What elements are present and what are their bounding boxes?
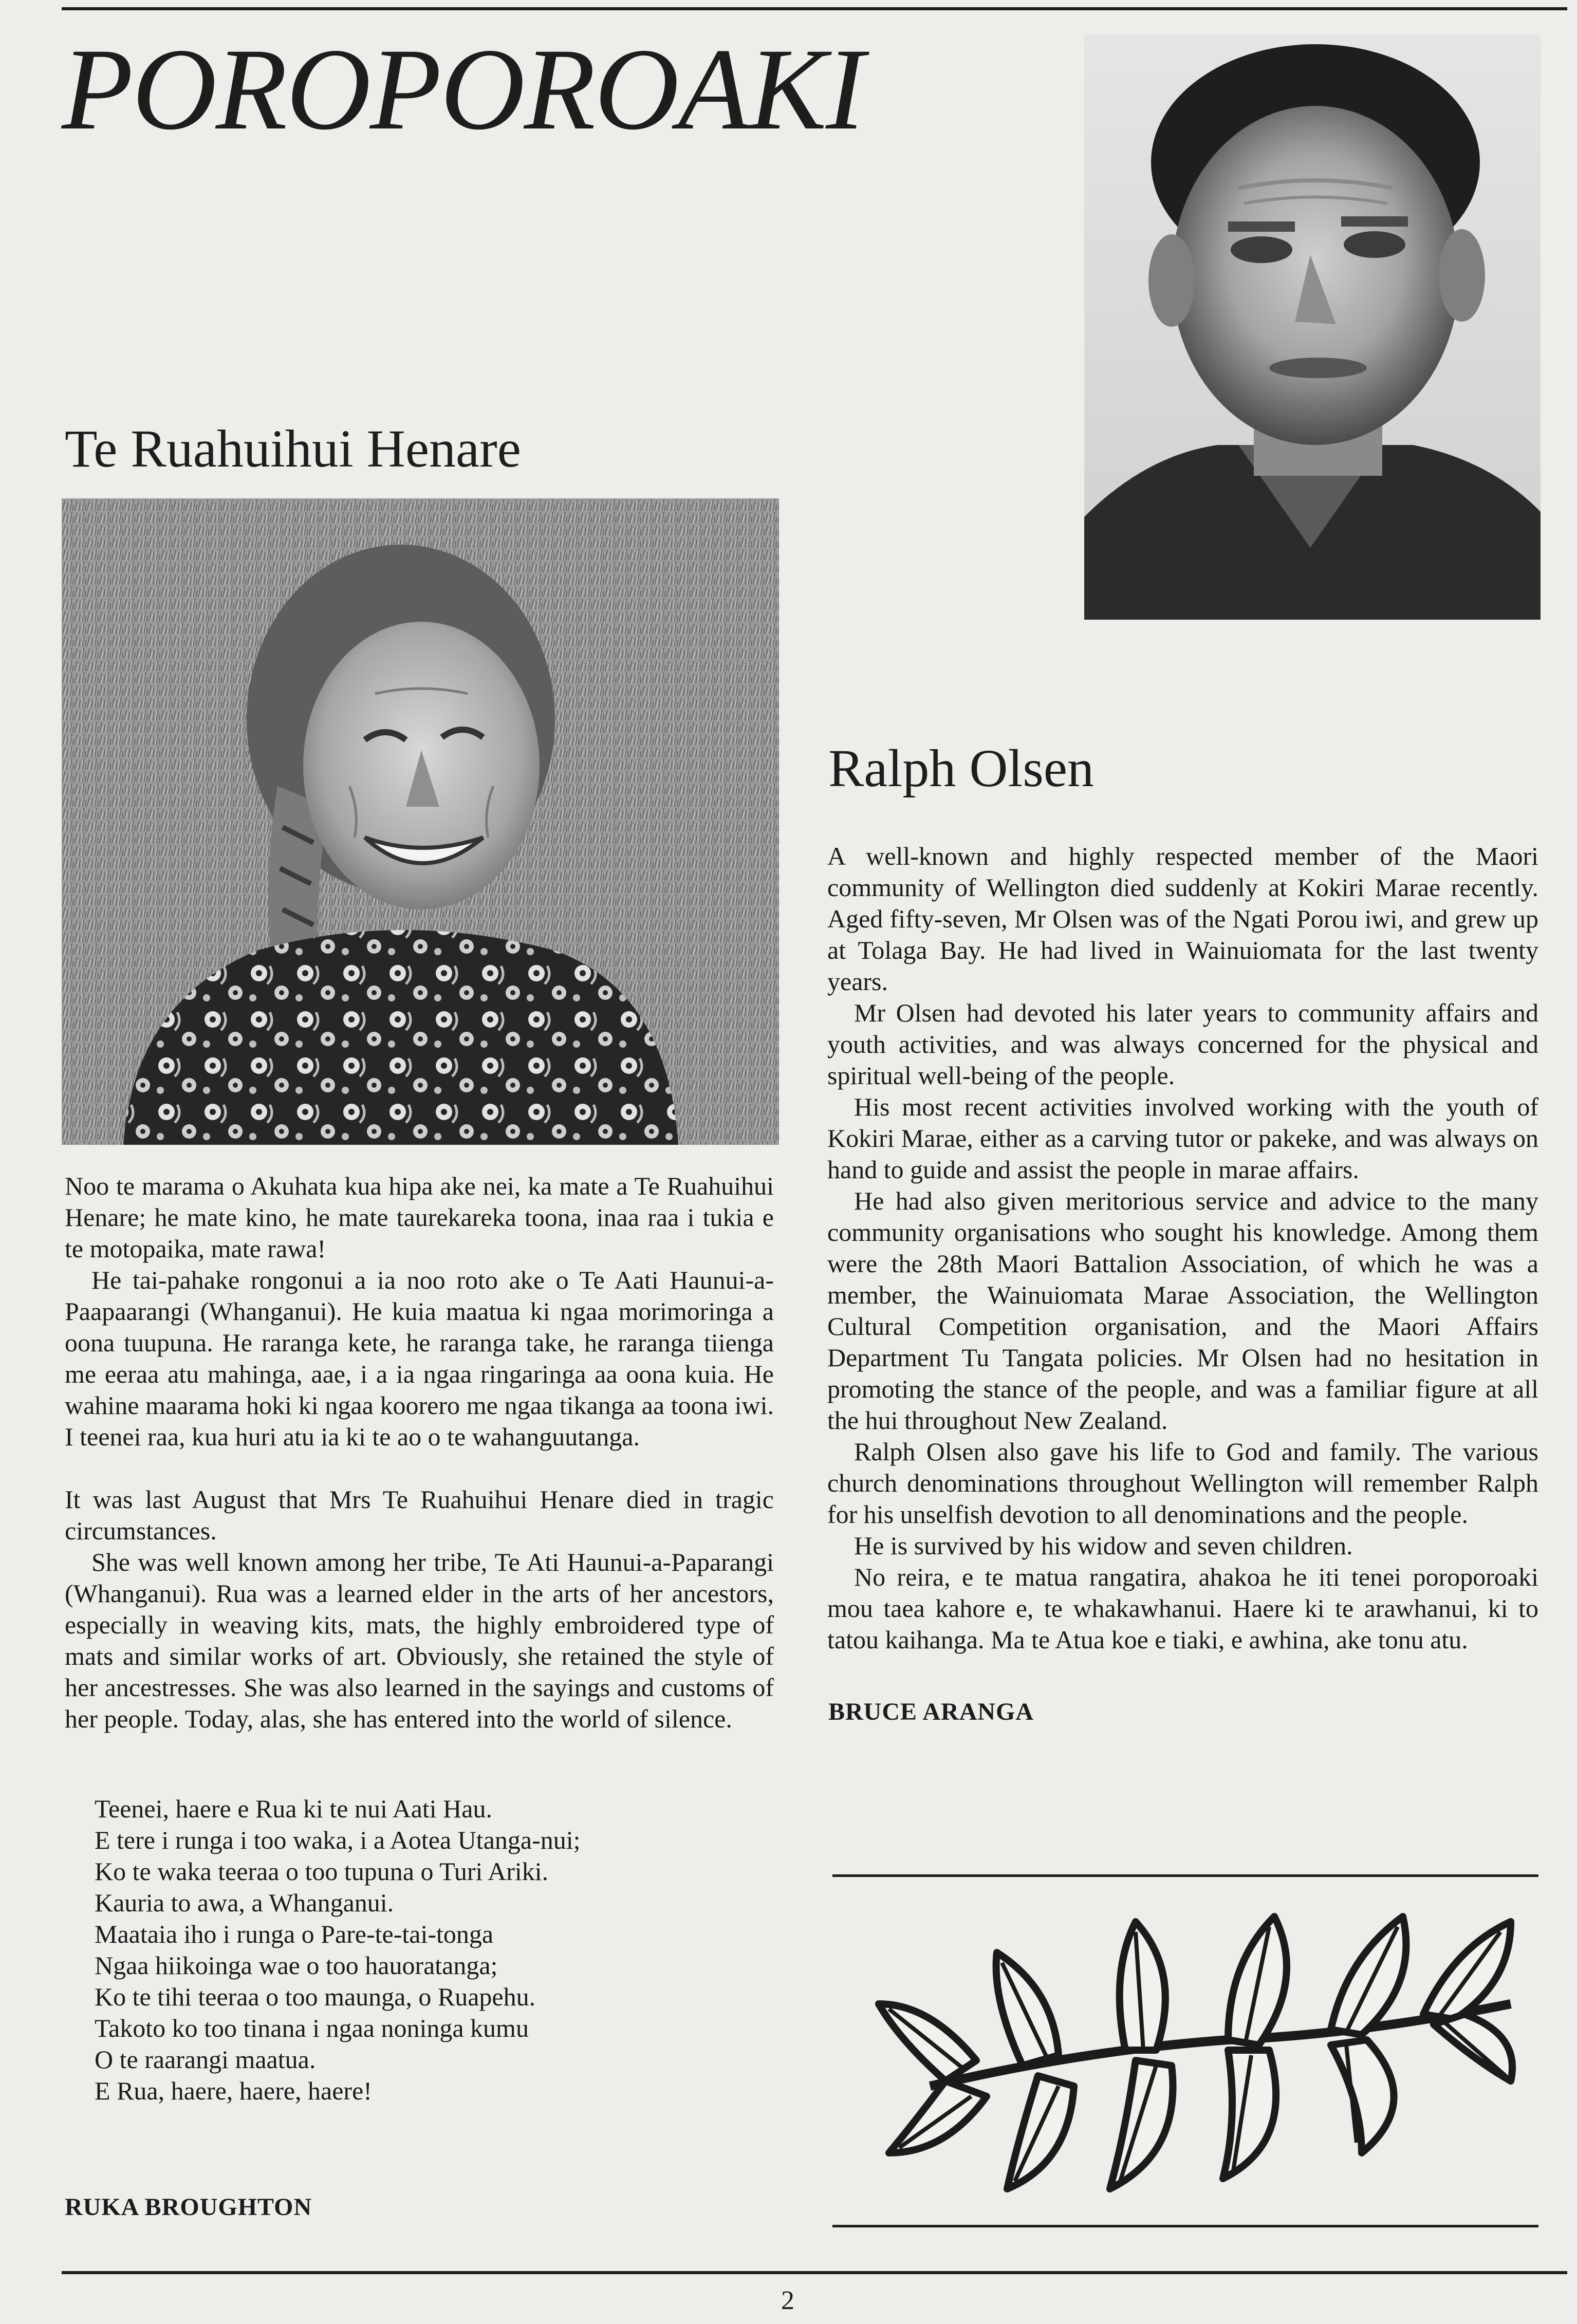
byline-ruka-broughton: RUKA BROUGHTON bbox=[65, 2193, 312, 2221]
olsen-paragraph: Mr Olsen had devoted his later years to community affairs and youth activities, and was always concerned for the physical and spiritual well-being of the people. bbox=[827, 998, 1538, 1090]
olsen-paragraph: A well-known and highly respected member of the Maori community of Wellington died suddenly at Kokiri Marae recently. Aged fifty-seven, Mr Olsen was of the Ngati Porou iwi, and grew up at Tolaga Bay. He had lived in Wainuiomata for the last twenty years. bbox=[827, 842, 1538, 996]
olsen-paragraph: Ralph Olsen also gave his life to God and family. The various church denominations throughout Wellington will remember Ralph for his unselfish devotion to all denominations and the people. bbox=[827, 1437, 1538, 1529]
poem-line: E Rua, haere, haere, haere! bbox=[95, 2076, 372, 2105]
page-number: 2 bbox=[781, 2286, 794, 2315]
olsen-article-text bbox=[827, 841, 1538, 1656]
henare-article-text bbox=[65, 1170, 774, 1735]
ornament-bottom-rule bbox=[832, 2225, 1538, 2227]
poem-line: Kauria to awa, a Whanganui. bbox=[95, 1888, 394, 1917]
article-heading-henare: Te Ruahuihui Henare bbox=[65, 419, 521, 478]
poem-line: Teenei, haere e Rua ki te nui Aati Hau. bbox=[95, 1794, 492, 1823]
byline-bruce-aranga: BRUCE ARANGA bbox=[828, 1698, 1034, 1725]
portrait-elderly-woman-photo bbox=[62, 498, 779, 1145]
poem bbox=[95, 1793, 581, 2107]
english-paragraph: It was last August that Mrs Te Ruahuihui Henare died in tragic circumstances. bbox=[65, 1485, 774, 1545]
olsen-paragraph: He had also given meritorious service and advice to the many community organisations who sought his knowledge. Among them were the 28th Maori Battalion Association, of which he was a member, the Wainuiomata Marae Association, the Wellington Cultural Competition organisation, and the Maori Affairs Department Tu Tangata policies. Mr Olsen had no hesitation in promoting the stance of the people, and was a familiar figure at all the hui throughout New Zealand. bbox=[827, 1186, 1538, 1435]
poem-line: Takoto ko too tinana i ngaa noninga kumu bbox=[95, 2014, 529, 2042]
olsen-paragraph: No reira, e te matua rangatira, ahakoa he iti tenei poroporoaki mou taea kahore e, te whakawhanui. Haere ki te arawhanui, ki to tatou kaihanga. Ma te Atua koe e tiaki, e awhina, ake tonu atu. bbox=[827, 1563, 1538, 1654]
page-title: POROPOROAKI bbox=[62, 25, 864, 154]
ornament-top-rule bbox=[832, 1874, 1538, 1877]
poem-line: Ko te waka teeraa o too tupuna o Turi Ariki. bbox=[95, 1857, 549, 1886]
leafy-branch-icon bbox=[868, 1886, 1536, 2215]
poem-line: Ko te tihi teeraa o too maunga, o Ruapehu. bbox=[95, 1982, 536, 2011]
olsen-paragraph: He is survived by his widow and seven children. bbox=[854, 1531, 1353, 1560]
maori-paragraph: Noo te marama o Akuhata kua hipa ake nei, ka mate a Te Ruahuihui Henare; he mate kino, he mate taurekareka toona, inaa raa i tukia e te motopaika, mate rawa! bbox=[65, 1172, 774, 1263]
portrait-man-photo bbox=[1084, 34, 1541, 620]
poem-line: Ngaa hiikoinga wae o too hauoratanga; bbox=[95, 1951, 498, 1980]
english-paragraph: She was well known among her tribe, Te Ati Haunui-a-Paparangi (Whanganui). Rua was a learned elder in the arts of her ancestors, especially in weaving kits, mats, the highly embroidered type of mats and similar works of art. Obviously, she retained the style of her ancestresses. She was also learned in the sayings and customs of her people. Today, alas, she has entered into the world of silence. bbox=[65, 1548, 774, 1733]
poem-line: E tere i runga i too waka, i a Aotea Utanga-nui; bbox=[95, 1826, 581, 1854]
bottom-rule bbox=[62, 2271, 1567, 2274]
olsen-paragraph: His most recent activities involved working with the youth of Kokiri Marae, either as a carving tutor or pakeke, and was always on hand to guide and assist the people in marae affairs. bbox=[827, 1092, 1538, 1184]
maori-paragraph: He tai-pahake rongonui a ia noo roto ake o Te Aati Haunui-a-Paapaarangi (Whanganui). He kuia maatua ki ngaa morimoringa a oona tuupuna. He raranga kete, he raranga take, he raranga tiienga me eeraa atu mahinga, aae, i a ia ngaa ringaringa aa oona kuia. He wahine maarama hoki ki ngaa koorero me ngaa tikanga aa toona iwi. I teenei raa, kua huri atu ia ki te ao o te wahanguutanga. bbox=[65, 1266, 774, 1451]
top-rule bbox=[62, 7, 1567, 10]
poem-line: Maataia iho i runga o Pare-te-tai-tonga bbox=[95, 1920, 494, 1948]
poem-line: O te raarangi maatua. bbox=[95, 2045, 316, 2074]
article-heading-olsen: Ralph Olsen bbox=[828, 739, 1094, 798]
